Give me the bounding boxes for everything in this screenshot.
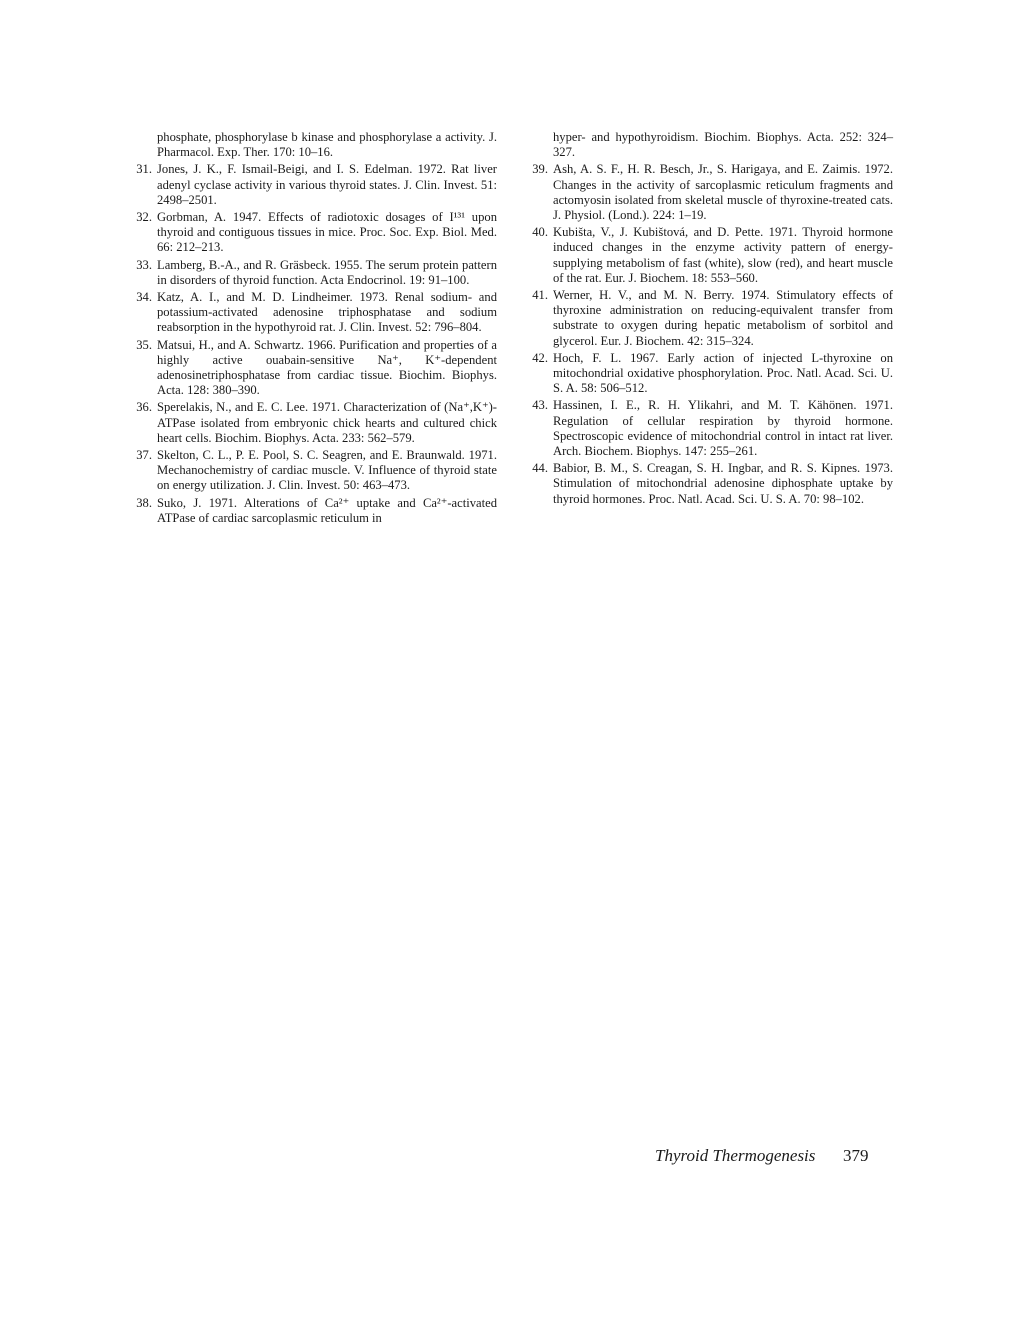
reference-text: Skelton, C. L., P. E. Pool, S. C. Seagren, and E. Braunwald. 1971. Mechanochemistry of cardiac muscle. V. Influence of thyroid state on energy utilization. J. Clin. Invest. 50: 463–473.: [157, 448, 497, 493]
reference-continuation: hyper- and hypothyroidism. Biochim. Biophys. Acta. 252: 324–327.: [553, 130, 893, 160]
reference-text: Lamberg, B.-A., and R. Gräsbeck. 1955. The serum protein pattern in disorders of thyroid function. Acta Endocrinol. 19: 91–100.: [157, 257, 497, 287]
reference-number: 33.: [136, 257, 152, 272]
reference-number: 42.: [532, 350, 548, 365]
reference-36: [135, 400, 497, 446]
reference-text: Hoch, F. L. 1967. Early action of injected L-thyroxine on mitochondrial oxidative phosphorylation. Proc. Natl. Acad. Sci. U. S. A. 58: 506–512.: [553, 350, 893, 396]
page-number: 379: [843, 1146, 869, 1165]
reference-number: 34.: [136, 290, 152, 305]
running-title: Thyroid Thermogenesis: [655, 1146, 816, 1165]
reference-31: [135, 162, 497, 208]
reference-text: Babior, B. M., S. Creagan, S. H. Ingbar, and R. S. Kipnes. 1973. Stimulation of mitochondrial adenosine diphosphate uptake by thyroid hormones. Proc. Natl. Acad. Sci. U. S. A. 70: 98–102.: [553, 461, 893, 506]
reference-number: 31.: [136, 162, 152, 177]
reference-41: [531, 288, 893, 349]
reference-text: Ash, A. S. F., H. R. Besch, Jr., S. Harigaya, and E. Zaimis. 1972. Changes in the activity of sarcoplasmic reticulum fragments and actomyosin isolated from skeletal muscle of thyroxine-treated cats. J. Physiol. (Lond.). 224: 1–19.: [553, 162, 893, 223]
reference-text: Gorbman, A. 1947. Effects of radiotoxic dosages of I¹³¹ upon thyroid and contiguous tissues in mice. Proc. Soc. Exp. Biol. Med. 66: 212–213.: [157, 210, 497, 255]
reference-text: Katz, A. I., and M. D. Lindheimer. 1973. Renal sodium- and potassium-activated adenosine triphosphatase and sodium reabsorption in the hypothyroid rat. J. Clin. Invest. 52: 796–804.: [157, 290, 497, 335]
reference-number: 43.: [532, 398, 548, 413]
reference-37: [135, 448, 497, 494]
reference-32: [135, 210, 497, 256]
reference-number: 35.: [136, 337, 152, 352]
reference-text: Kubišta, V., J. Kubištová, and D. Pette. 1971. Thyroid hormone induced changes in the enzyme activity pattern of energy-supplying metabolism of fast (white), slow (red), and heart muscle of the rat. Eur. J. Biochem. 18: 553–560.: [553, 225, 893, 285]
reference-39: [531, 162, 893, 223]
reference-number: 40.: [532, 225, 548, 240]
reference-text: Sperelakis, N., and E. C. Lee. 1971. Characterization of (Na⁺,K⁺)-ATPase isolated from embryonic chick hearts and cultured chick heart cells. Biochim. Biophys. Acta. 233: 562–579.: [157, 400, 497, 445]
page-footer: [655, 1146, 869, 1166]
reference-text: Hassinen, I. E., R. H. Ylikahri, and M. T. Kähönen. 1971. Regulation of cellular respiration by thyroid hormone. Spectroscopic evidence of mitochondrial control in intact rat liver. Arch. Biochem. Biophys. 147: 255–261.: [553, 398, 893, 459]
reference-35: [135, 338, 497, 399]
reference-continuation: phosphate, phosphorylase b kinase and phosphorylase a activity. J. Pharmacol. Exp. Ther. 170: 10–16.: [157, 130, 497, 160]
reference-text: Suko, J. 1971. Alterations of Ca²⁺ uptake and Ca²⁺-activated ATPase of cardiac sarcoplasmic reticulum in: [157, 495, 497, 525]
reference-text: Matsui, H., and A. Schwartz. 1966. Purification and properties of a highly active ouabain-sensitive Na⁺, K⁺-dependent adenosinetriphosphatase from cardiac tissue. Biochim. Biophys. Acta. 128: 380–390.: [157, 337, 497, 398]
reference-44: [531, 461, 893, 507]
reference-text: Jones, J. K., F. Ismail-Beigi, and I. S. Edelman. 1972. Rat liver adenyl cyclase activity in various thyroid states. J. Clin. Invest. 51: 2498–2501.: [157, 162, 497, 207]
reference-42: [531, 351, 893, 397]
reference-number: 32.: [136, 210, 152, 225]
reference-number: 41.: [532, 288, 548, 303]
reference-number: 36.: [136, 400, 152, 415]
reference-40: [531, 225, 893, 286]
reference-number: 38.: [136, 495, 152, 510]
references-right-column: [531, 130, 893, 509]
references-left-column: [135, 130, 497, 528]
reference-34: [135, 290, 497, 336]
reference-number: 44.: [532, 461, 548, 476]
reference-38: [135, 496, 497, 526]
reference-33: [135, 258, 497, 288]
reference-text: Werner, H. V., and M. N. Berry. 1974. Stimulatory effects of thyroxine administration on reducing-equivalent transfer from substrate to oxygen during hepatic metabolism of sorbitol and glycerol. Eur. J. Biochem. 42: 315–324.: [553, 288, 893, 348]
reference-number: 37.: [136, 448, 152, 463]
reference-43: [531, 398, 893, 459]
reference-number: 39.: [532, 162, 548, 177]
